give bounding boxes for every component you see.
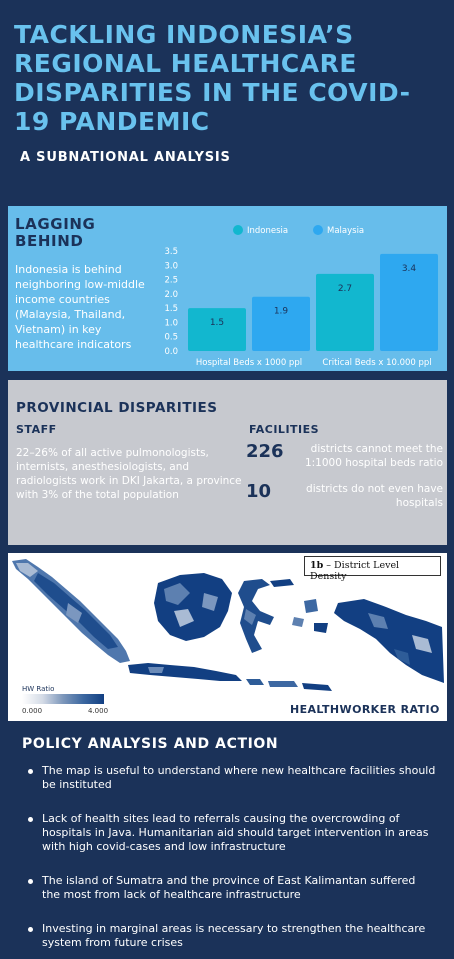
facility-stat-text: districts cannot meet the 1:1000 hospital beds ratio [304, 443, 443, 469]
lagging-heading: LAGGING BEHIND [15, 215, 96, 250]
scale-max: 4.000 [88, 707, 109, 715]
map-legend-text: – District Level Density [310, 560, 400, 582]
bullet-icon [28, 879, 33, 884]
staff-text: 22–26% of all active pulmonologists, internists, anesthesiologists, and radiologists work in DKI Jakarta, a province with 3% of the total population [16, 447, 242, 501]
y-tick-label: 1.5 [164, 304, 178, 315]
bullet-icon [28, 817, 33, 822]
legend-label: Indonesia [247, 226, 289, 236]
facility-stat-number: 226 [246, 441, 284, 462]
policy-item-text: The map is useful to understand where new healthcare facilities should be instituted [42, 764, 436, 791]
y-tick-label: 3.5 [164, 247, 178, 257]
x-category-label: Critical Beds x 10.000 ppl [322, 358, 432, 368]
y-tick-label: 0.5 [164, 332, 178, 343]
lagging-behind-panel [8, 206, 447, 371]
scale-label: HW Ratio [22, 685, 55, 693]
facilities-heading: FACILITIES [249, 423, 320, 436]
bar-data-label: 1.5 [209, 318, 225, 329]
color-scale-bar [22, 694, 104, 704]
page-subtitle: A SUBNATIONAL ANALYSIS [20, 150, 231, 165]
java-island [128, 663, 242, 681]
bar [188, 308, 246, 351]
x-category-label: Hospital Beds x 1000 ppl [195, 358, 303, 368]
y-tick-label: 3.0 [164, 261, 178, 272]
legend-marker [233, 225, 243, 235]
provincial-heading: PROVINCIAL DISPARITIES [16, 400, 218, 416]
y-tick-label: 2.5 [164, 275, 178, 286]
sulawesi-island [238, 579, 274, 653]
lagging-description: Indonesia is behind neighboring low-middle income countries (Malaysia, Thailand, Vietnam) in key healthcare indicators [15, 263, 145, 351]
bar-data-label: 3.4 [401, 263, 417, 274]
map-panel [8, 553, 447, 721]
policy-item [26, 764, 436, 792]
bar-data-label: 2.7 [337, 283, 353, 294]
page-title: TACKLING INDONESIA’S REGIONAL HEALTHCARE DISPARITIES IN THE COVID-19 PANDEMIC [14, 20, 411, 136]
policy-item-text: Investing in marginal areas is necessary to strengthen the healthcare system from future crises [42, 922, 426, 949]
facility-stat-number: 10 [246, 481, 272, 502]
legend-label: Malaysia [327, 226, 365, 236]
facility-stat [246, 482, 443, 510]
policy-item-text: Lack of health sites lead to referrals causing the overcrowding of hospitals in Java. Humanitarian aid should target intervention in areas with high covid-cases and low infrastructure [42, 812, 429, 853]
provincial-disparities-panel [8, 380, 447, 545]
map-title: HEALTHWORKER RATIO [290, 703, 440, 716]
bullet-icon [28, 927, 33, 932]
policy-item [26, 922, 436, 950]
policy-item [26, 812, 436, 854]
scale-min: 0.000 [22, 707, 43, 715]
map-legend-number: 1b [310, 560, 324, 571]
policy-heading: POLICY ANALYSIS AND ACTION [22, 736, 279, 752]
kalimantan-island [154, 573, 232, 641]
staff-heading: STAFF [16, 423, 57, 436]
bar [252, 297, 310, 351]
bar-data-label: 1.9 [273, 306, 289, 317]
legend-marker [313, 225, 323, 235]
map-legend-box [304, 556, 441, 582]
y-tick-label: 0.0 [164, 347, 178, 357]
facility-stat [246, 442, 443, 470]
policy-item-text: The island of Sumatra and the province of East Kalimantan suffered the most from lack of healthcare infrastructure [42, 874, 416, 901]
policy-item [26, 874, 436, 902]
y-tick-label: 1.0 [164, 318, 178, 329]
healthcare-bar-chart [148, 210, 444, 370]
facility-stat-text: districts do not even have hospitals [306, 483, 443, 509]
y-tick-label: 2.0 [164, 289, 178, 300]
bullet-icon [28, 769, 33, 774]
policy-list [26, 764, 436, 959]
